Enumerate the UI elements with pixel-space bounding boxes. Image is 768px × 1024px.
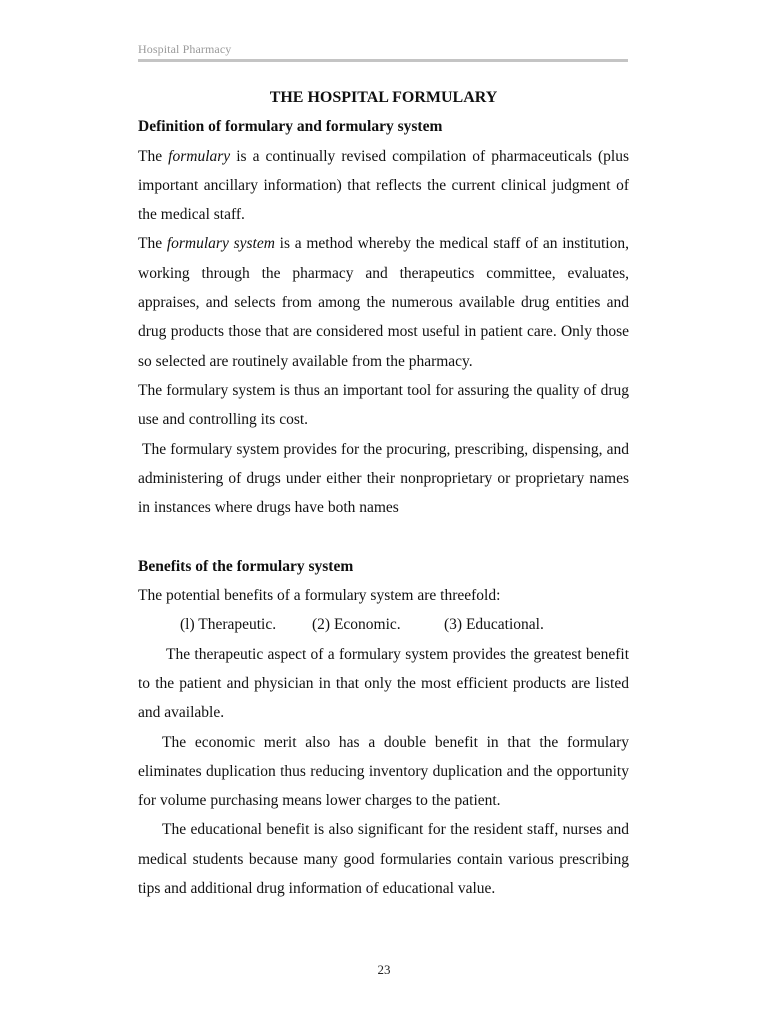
page-body	[138, 83, 629, 903]
paragraph-formulary-provides: The formulary system provides for the procuring, prescribing, dispensing, and administering of drugs under either their nonproprietary or proprietary names in instances where drugs have both names	[138, 440, 629, 517]
benefit-item-therapeutic: (l) Therapeutic.	[180, 616, 277, 634]
running-header: Hospital Pharmacy	[138, 42, 232, 56]
section-heading-benefits: Benefits of the formulary system	[138, 557, 354, 575]
paragraph-benefits-intro: The potential benefits of a formulary system are threefold:	[138, 587, 501, 605]
paragraph-economic-benefit: The economic merit also has a double benefit in that the formulary eliminates duplication thus reducing inventory duplication and the opportunity for volume purchasing means lower charges to the patient.	[138, 733, 629, 810]
page-number: 23	[377, 962, 391, 977]
paragraph-formulary-definition	[138, 142, 629, 230]
term-formulary-system: formulary system	[166, 235, 275, 253]
benefits-list	[138, 610, 629, 639]
paragraph-body: is a continually revised compilation of pharmaceuticals (plus important ancillary information) that reflects the current clinical judgment of the medical staff.	[138, 147, 629, 224]
paragraph-educational-benefit: The educational benefit is also significant for the resident staff, nurses and medical students because many good formularies contain various prescribing tips and additional drug information of educational value.	[138, 821, 629, 898]
term-formulary: formulary	[168, 147, 231, 165]
header-divider	[138, 59, 628, 62]
paragraph-formulary-tool: The formulary system is thus an important tool for assuring the quality of drug use and controlling its cost.	[138, 381, 629, 429]
paragraph-therapeutic-benefit: The therapeutic aspect of a formulary system provides the greatest benefit to the patient and physician in that only the most efficient products are listed and available.	[138, 645, 629, 722]
paragraph-formulary-system-definition	[138, 229, 629, 375]
paragraph-prefix: The	[138, 147, 169, 165]
paragraph-body: is a method whereby the medical staff of an institution, working through the pharmacy and therapeutics committee, evaluates, appraises, and selects from among the numerous available drug entities and drug products those that are considered most useful in patient care. Only those so selected are routinely available from the pharmacy.	[138, 235, 629, 370]
benefit-item-educational: (3) Educational.	[444, 616, 544, 634]
spacer	[138, 522, 629, 551]
page-title: THE HOSPITAL FORMULARY	[269, 89, 498, 106]
benefit-item-economic: (2) Economic.	[312, 616, 401, 634]
section-heading-definition: Definition of formulary and formulary system	[138, 118, 443, 136]
paragraph-prefix: The	[138, 235, 167, 253]
